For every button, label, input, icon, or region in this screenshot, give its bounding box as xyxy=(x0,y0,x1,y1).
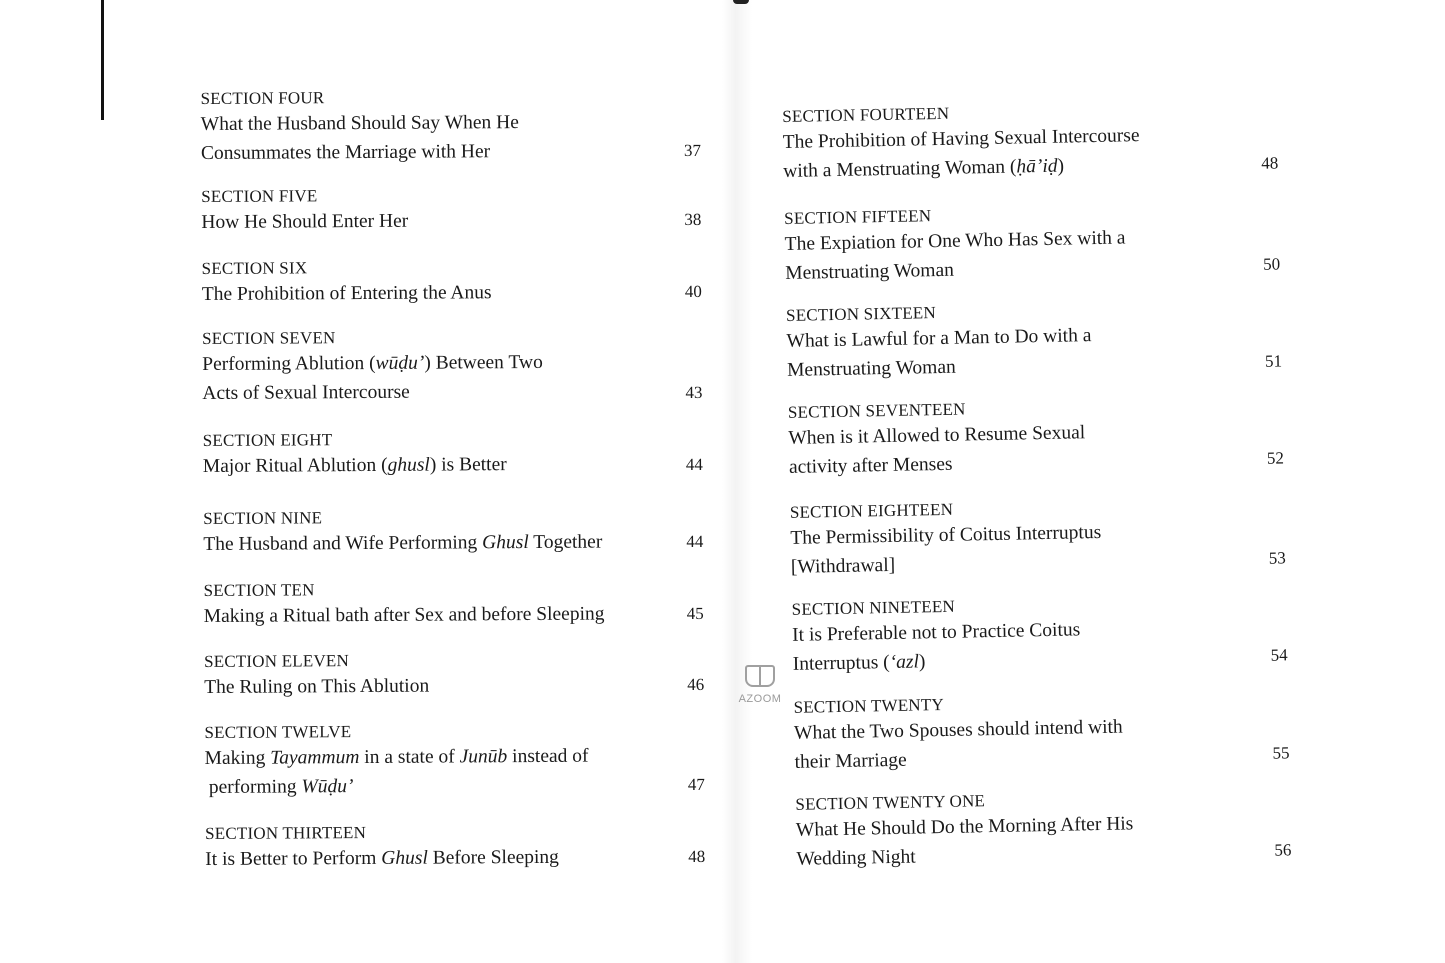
section-label: SECTION ELEVEN xyxy=(203,651,350,671)
toc-entry xyxy=(790,492,1286,581)
page-number: 51 xyxy=(1264,351,1283,371)
entry-title: Interruptus (‘azl) xyxy=(792,651,926,675)
page-number: 55 xyxy=(1272,743,1290,763)
section-label: SECTION FOUR xyxy=(200,88,325,108)
entry-title: The Permissibility of Coitus Interruptus xyxy=(790,521,1102,549)
entry-title: How He Should Enter Her xyxy=(201,210,409,233)
toc-entry xyxy=(793,687,1289,776)
page-number: 52 xyxy=(1266,448,1285,468)
toc-entry xyxy=(782,96,1278,185)
toc-entry xyxy=(202,325,702,408)
toc-entry xyxy=(204,719,704,802)
toc-entry xyxy=(203,427,703,481)
toc-entry xyxy=(795,784,1291,873)
entry-title: The Expiation for One Who Has Sex with a xyxy=(784,227,1126,255)
toc-entry xyxy=(203,505,703,559)
section-label: SECTION TEN xyxy=(203,580,315,600)
page-number: 50 xyxy=(1262,254,1281,274)
entry-title: When is it Allowed to Resume Sexual xyxy=(788,422,1086,449)
toc-entry xyxy=(786,295,1282,384)
entry-title: The Prohibition of Having Sexual Intercourse xyxy=(782,125,1140,153)
section-label: SECTION THIRTEEN xyxy=(205,823,367,843)
toc-entry xyxy=(201,183,701,237)
page-number: 48 xyxy=(1261,153,1279,173)
entry-title: Menstruating Woman xyxy=(786,356,956,381)
entry-title: Making a Ritual bath after Sex and before Sleeping xyxy=(203,603,605,627)
toc-entry xyxy=(788,392,1284,481)
section-label: SECTION TWELVE xyxy=(204,722,352,742)
entry-title: What is Lawful for a Man to Do with a xyxy=(786,325,1092,352)
entry-title: with a Menstruating Woman (ḥā’iḍ) xyxy=(783,155,1065,182)
page-number: 37 xyxy=(683,140,701,161)
section-label: SECTION SEVEN xyxy=(202,328,336,348)
page-edge-line xyxy=(101,0,104,120)
section-label: SECTION TWENTY xyxy=(793,694,945,717)
section-label: SECTION TWENTY ONE xyxy=(795,791,986,814)
toc-entry xyxy=(204,648,704,702)
toc-entry xyxy=(791,589,1287,678)
section-label: SECTION SIX xyxy=(201,258,308,278)
entry-title: [Withdrawal] xyxy=(790,554,896,578)
page-number: 38 xyxy=(684,209,702,230)
entry-title: Acts of Sexual Intercourse xyxy=(202,381,410,404)
section-label: SECTION EIGHTEEN xyxy=(789,499,954,522)
entry-title: Consummates the Marriage with Her xyxy=(200,141,491,164)
entry-title: Performing Ablution (wūḍu’) Between Two xyxy=(202,351,543,375)
page-number: 47 xyxy=(687,774,705,795)
book-gutter xyxy=(722,0,752,963)
section-label: SECTION EIGHT xyxy=(202,430,333,450)
book-icon xyxy=(745,665,775,687)
entry-title: Major Ritual Ablution (ghusl) is Better xyxy=(202,454,507,477)
page-number: 40 xyxy=(684,281,702,302)
section-label: SECTION SEVENTEEN xyxy=(787,399,966,422)
entry-title: Wedding Night xyxy=(796,846,916,870)
page-number: 45 xyxy=(686,603,704,624)
entry-title: Menstruating Woman xyxy=(785,259,955,284)
entry-title: The Ruling on This Ablution xyxy=(204,675,430,698)
toc-entry xyxy=(784,198,1280,287)
entry-title: It is Preferable not to Practice Coitus xyxy=(791,619,1081,646)
toc-entry xyxy=(202,255,702,309)
entry-title: It is Better to Perform Ghusl Before Sleeping xyxy=(205,846,559,870)
page-number: 54 xyxy=(1270,645,1288,665)
page-number: 48 xyxy=(688,846,706,867)
entry-title: What the Two Spouses should intend with xyxy=(793,716,1123,744)
entry-title: performing Wūḍu’ xyxy=(208,776,354,798)
entry-title: their Marriage xyxy=(794,749,907,773)
watermark xyxy=(735,665,785,707)
entry-title: What He Should Do the Morning After His xyxy=(795,813,1134,841)
section-label: SECTION FIVE xyxy=(201,186,318,206)
watermark-text: AZOOM xyxy=(738,693,782,705)
entry-title: What the Husband Should Say When He xyxy=(200,112,519,135)
toc-entry xyxy=(201,85,701,168)
section-label: SECTION NINE xyxy=(203,508,323,528)
page-number: 53 xyxy=(1268,548,1286,568)
page-number: 44 xyxy=(685,454,703,475)
entry-title: activity after Menses xyxy=(788,453,953,478)
section-label: SECTION SIXTEEN xyxy=(785,303,937,325)
page-number: 44 xyxy=(686,531,704,552)
page-number: 46 xyxy=(687,674,705,695)
toc-entry xyxy=(205,820,705,874)
entry-title: Making Tayammum in a state of Junūb instead of xyxy=(204,745,589,769)
section-label: SECTION FOURTEEN xyxy=(782,103,950,126)
page-number: 56 xyxy=(1274,840,1292,860)
toc-entry xyxy=(204,577,704,631)
top-edge-mark xyxy=(733,0,749,4)
section-label: SECTION NINETEEN xyxy=(791,596,956,619)
entry-title: The Husband and Wife Performing Ghusl Together xyxy=(203,531,603,555)
entry-title: The Prohibition of Entering the Anus xyxy=(201,282,492,305)
section-label: SECTION FIFTEEN xyxy=(784,206,932,228)
page-number: 43 xyxy=(685,382,703,403)
